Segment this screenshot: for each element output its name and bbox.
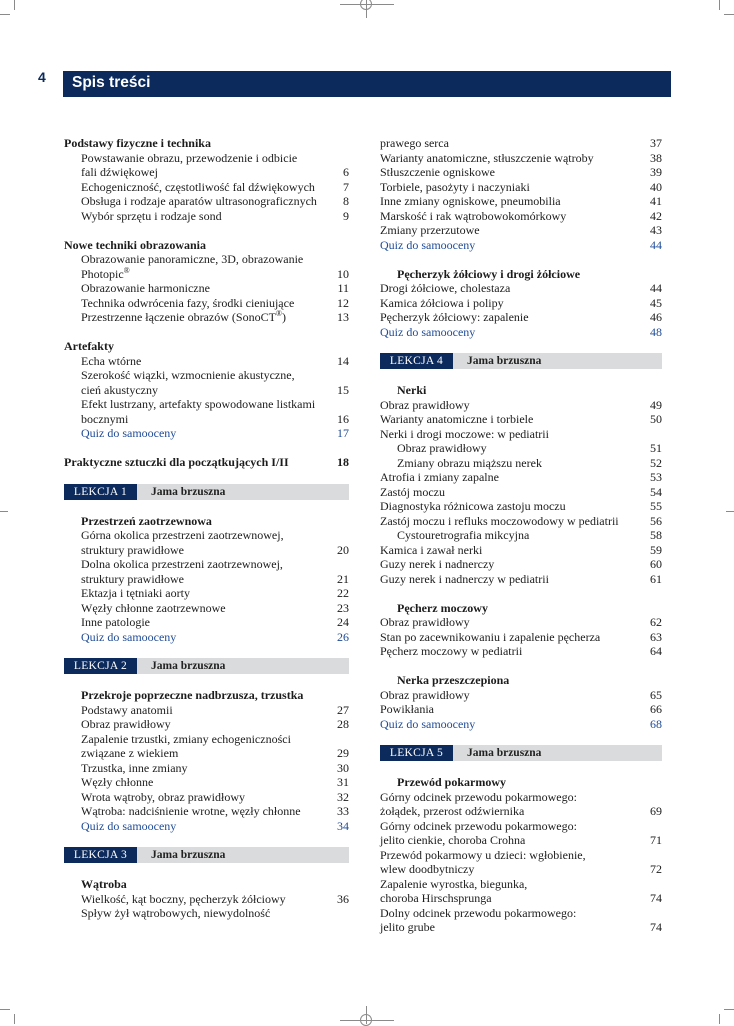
toc-entry-text: związane z wiekiem <box>81 746 179 760</box>
toc-entry-text: Obraz prawidłowy <box>380 615 470 629</box>
toc-page-number: 49 <box>650 397 662 412</box>
toc-entry <box>64 151 349 166</box>
lesson-bar <box>64 847 349 863</box>
toc-entry-text: Przekroje poprzeczne nadbrzusza, trzustka <box>81 688 304 702</box>
toc-entry-text: Inne patologie <box>81 615 150 629</box>
toc-entry <box>380 572 662 587</box>
toc-page-number: 22 <box>337 586 349 600</box>
toc-entry <box>380 441 662 456</box>
lesson-bar <box>380 353 662 369</box>
toc-entry <box>380 151 662 166</box>
toc-entry-text: Powikłania <box>380 702 434 716</box>
toc-entry-text: Quiz do samooceny <box>380 716 476 731</box>
toc-entry <box>64 368 349 383</box>
toc-entry-text: Quiz do samooceny <box>380 324 476 339</box>
toc-page-number: 69 <box>650 804 662 818</box>
toc-entry <box>64 572 349 587</box>
toc-entry-text: Artefakty <box>64 339 114 353</box>
toc-entry <box>64 180 349 195</box>
toc-entry-text: Wątroba <box>81 877 127 891</box>
toc-entry-text: Inne zmiany ogniskowe, pneumobilia <box>380 194 561 208</box>
toc-entry-text: Górny odcinek przewodu pokarmowego: <box>380 818 577 833</box>
toc-entry-text: Zastój moczu <box>380 484 445 499</box>
toc-entry <box>380 165 662 180</box>
toc-section-heading <box>64 514 349 529</box>
toc-entry <box>380 833 662 848</box>
lesson-badge: LEKCJA 3 <box>64 847 137 863</box>
toc-entry-text: Spływ żył wątrobowych, niewydolność <box>81 906 271 920</box>
toc-entry-text: Pęcherz moczowy <box>397 600 488 615</box>
toc-entry <box>64 252 349 267</box>
toc-right-column <box>380 136 662 935</box>
registration-circle-icon <box>360 0 372 10</box>
toc-entry-text: Quiz do samooceny <box>81 426 177 440</box>
toc-section-heading <box>64 877 349 892</box>
lesson-title: Jama brzuszna <box>151 849 226 861</box>
toc-entry-text: Obraz prawidłowy <box>380 397 470 412</box>
toc-page-number: 60 <box>650 557 662 571</box>
toc-entry-text: Kamica i zawał nerki <box>380 542 483 557</box>
toc-entry <box>380 877 662 892</box>
crop-mark <box>0 14 10 15</box>
toc-entry <box>64 703 349 718</box>
toc-entry-text: jelito cienkie, choroba Crohna <box>380 833 526 847</box>
toc-entry <box>380 528 662 543</box>
toc-page-number: 18 <box>337 455 349 469</box>
toc-entry-text: Stłuszczenie ogniskowe <box>380 165 495 179</box>
toc-entry-text: Warianty anatomiczne i torbiele <box>380 412 534 426</box>
toc-entry <box>380 630 662 645</box>
toc-page-number: 27 <box>337 702 349 717</box>
toc-entry <box>64 906 349 921</box>
toc-entry-text: Guzy nerek i nadnerczy w pediatrii <box>380 571 549 586</box>
toc-entry-text: Zapalenie trzustki, zmiany echogeniczności <box>81 731 291 746</box>
toc-entry <box>380 136 662 151</box>
crop-mark <box>0 511 8 512</box>
toc-entry-text: Photopic <box>81 266 124 281</box>
toc-entry <box>64 209 349 224</box>
toc-entry <box>64 790 349 805</box>
toc-entry-text: Podstawy fizyczne i technika <box>64 136 211 150</box>
lesson-title: Jama brzuszna <box>151 660 226 672</box>
toc-entry-text: fali dźwiękowej <box>81 165 158 179</box>
toc-page-number: 59 <box>650 542 662 557</box>
toc-page-number: 65 <box>650 687 662 702</box>
toc-page-number: 13 <box>337 310 349 324</box>
toc-entry <box>64 310 349 325</box>
toc-page-number: 21 <box>337 571 349 586</box>
lesson-header <box>64 847 349 863</box>
toc-quiz-entry <box>64 630 349 645</box>
toc-entry <box>380 862 662 877</box>
toc-entry <box>380 848 662 863</box>
toc-entry-text: Pęcherz moczowy w pediatrii <box>380 644 523 658</box>
toc-page-number: 36 <box>337 891 349 906</box>
lesson-header <box>380 745 662 761</box>
toc-entry-text: Obraz prawidłowy <box>397 441 487 455</box>
toc-entry-text: Obsługa i rodzaje aparatów ultrasonograficznych <box>81 194 317 208</box>
toc-page-number: 68 <box>650 716 662 731</box>
toc-entry <box>380 281 662 296</box>
lesson-title: Jama brzuszna <box>467 355 542 367</box>
toc-page-number: 6 <box>343 165 349 179</box>
toc-section-heading <box>64 136 349 151</box>
toc-page-number: 28 <box>337 717 349 731</box>
toc-quiz-entry <box>380 717 662 732</box>
toc-entry-text: struktury prawidłowe <box>81 542 184 557</box>
toc-entry-text: Ektazja i tętniaki aorty <box>81 586 190 600</box>
toc-entry-text: Dolna okolica przestrzeni zaotrzewnowej, <box>81 557 283 571</box>
toc-entry <box>64 528 349 543</box>
toc-page-number: 61 <box>650 571 662 586</box>
toc-entry <box>380 310 662 325</box>
toc-entry-text: Wybór sprzętu i rodzaje sond <box>81 208 222 223</box>
toc-page-number: 63 <box>650 629 662 644</box>
toc-section-heading <box>64 238 349 253</box>
toc-entry <box>380 804 662 819</box>
lesson-header <box>64 658 349 674</box>
toc-page-number: 26 <box>337 629 349 644</box>
toc-entry <box>64 281 349 296</box>
toc-entry-text: Guzy nerek i nadnerczy <box>380 557 495 571</box>
registered-mark: ® <box>275 309 282 318</box>
toc-entry-text: Nowe techniki obrazowania <box>64 237 206 252</box>
toc-page-number: 53 <box>650 470 662 484</box>
toc-entry <box>64 804 349 819</box>
toc-entry-text: Szerokość wiązki, wzmocnienie akustyczne, <box>81 368 295 382</box>
toc-page-number: 40 <box>650 179 662 194</box>
toc-quiz-entry <box>380 325 662 340</box>
toc-entry <box>380 470 662 485</box>
toc-page-number: 64 <box>650 644 662 658</box>
toc-entry-text: Pęcherzyk żółciowy i drogi żółciowe <box>397 266 581 281</box>
toc-section-heading <box>64 688 349 703</box>
toc-entry-text: Obrazowanie panoramiczne, 3D, obrazowanie <box>81 252 304 266</box>
toc-entry-text: Quiz do samooceny <box>380 237 476 252</box>
toc-page-number: 29 <box>337 746 349 760</box>
toc-entry <box>64 586 349 601</box>
toc-entry-text: Węzły chłonne <box>81 775 154 789</box>
toc-entry <box>380 920 662 935</box>
toc-entry-text: Wrota wątroby, obraz prawidłowy <box>81 789 246 804</box>
toc-page-number: 42 <box>650 208 662 223</box>
toc-entry-text: Technika odwrócenia fazy, środki cieniujące <box>81 295 295 310</box>
toc-entry-text: Marskość i rak wątrobowokomórkowy <box>380 208 567 223</box>
toc-entry <box>380 485 662 500</box>
toc-entry-text: Atrofia i zmiany zapalne <box>380 470 499 484</box>
toc-quiz-entry <box>64 819 349 834</box>
toc-entry-text: Węzły chłonne zaotrzewnowe <box>81 600 226 615</box>
toc-entry <box>380 296 662 311</box>
toc-quiz-entry <box>64 426 349 441</box>
crop-mark <box>14 1014 15 1024</box>
title-bar <box>63 71 671 97</box>
toc-entry <box>380 398 662 413</box>
toc-page-number: 44 <box>650 237 662 252</box>
toc-page-number: 14 <box>337 353 349 368</box>
toc-page-number: 37 <box>650 136 662 150</box>
toc-page-number: 44 <box>650 281 662 295</box>
toc-page-number: 20 <box>337 542 349 557</box>
toc-page-number: 66 <box>650 702 662 716</box>
toc-entry-text: Podstawy anatomii <box>81 702 173 717</box>
toc-section-heading <box>64 455 349 470</box>
lesson-bar <box>64 484 349 500</box>
toc-entry <box>64 615 349 630</box>
toc-entry-text: struktury prawidłowe <box>81 571 184 586</box>
toc-entry <box>380 906 662 921</box>
toc-page-number: 12 <box>337 295 349 310</box>
toc-entry-text: Praktyczne sztuczki dla początkujących I/II <box>64 455 289 469</box>
toc-entry-text: Warianty anatomiczne, stłuszczenie wątroby <box>380 150 594 165</box>
toc-page-number: 15 <box>337 382 349 397</box>
registered-mark: ® <box>123 265 130 275</box>
toc-page-number: 62 <box>650 615 662 629</box>
toc-entry <box>64 892 349 907</box>
toc-entry <box>380 557 662 572</box>
toc-page-number: 51 <box>650 441 662 455</box>
toc-entry <box>380 891 662 906</box>
toc-entry <box>64 761 349 776</box>
crop-mark <box>724 1009 734 1010</box>
toc-entry-text: Efekt lustrzany, artefakty spowodowane listkami <box>81 397 316 411</box>
toc-page-number: 38 <box>650 150 662 165</box>
toc-entry <box>380 688 662 703</box>
lesson-bar <box>64 658 349 674</box>
toc-page-number: 23 <box>337 600 349 615</box>
toc-entry <box>380 644 662 659</box>
lesson-header <box>380 353 662 369</box>
toc-page-number: 54 <box>650 484 662 499</box>
toc-page-number: 45 <box>650 295 662 310</box>
toc-entry-text: cień akustyczny <box>81 382 158 397</box>
toc-entry-text: Przestrzeń zaotrzewnowa <box>81 513 212 528</box>
toc-page-number: 9 <box>343 208 349 223</box>
toc-section-heading <box>380 601 662 616</box>
crop-mark <box>0 1009 10 1010</box>
page-number: 4 <box>38 69 46 85</box>
toc-entry <box>64 397 349 412</box>
toc-entry-text: Obraz prawidłowy <box>81 717 171 731</box>
toc-entry-text: Stan po zacewnikowaniu i zapalenie pęcherza <box>380 629 601 644</box>
toc-page-number: 55 <box>650 499 662 513</box>
toc-entry <box>64 165 349 180</box>
toc-page-number: 72 <box>650 862 662 876</box>
toc-entry-text: Zmiany przerzutowe <box>380 223 480 237</box>
toc-entry-text: Zmiany obrazu miąższu nerek <box>397 455 542 470</box>
toc-entry <box>64 194 349 209</box>
toc-page-number: 43 <box>650 223 662 237</box>
crop-mark <box>14 0 15 10</box>
toc-section-heading <box>380 775 662 790</box>
toc-page-number: 41 <box>650 194 662 208</box>
toc-entry <box>380 790 662 805</box>
toc-entry <box>380 209 662 224</box>
toc-entry <box>380 702 662 717</box>
toc-entry <box>64 717 349 732</box>
toc-page-number: 30 <box>337 760 349 775</box>
toc-section-heading <box>64 339 349 354</box>
toc-entry-text: Echa wtórne <box>81 353 142 368</box>
toc-entry <box>64 557 349 572</box>
toc-entry-text: Nerka przeszczepiona <box>397 673 510 687</box>
toc-entry-text: Diagnostyka różnicowa zastoju moczu <box>380 499 566 513</box>
toc-page-number: 7 <box>343 179 349 194</box>
toc-section-heading <box>380 267 662 282</box>
toc-entry-text-suffix: ) <box>282 310 286 324</box>
toc-section-heading <box>380 673 662 688</box>
toc-page-number: 11 <box>337 281 349 295</box>
toc-entry-text: Powstawanie obrazu, przewodzenie i odbicie <box>81 150 298 165</box>
toc-page-number: 58 <box>650 528 662 542</box>
toc-entry <box>64 412 349 427</box>
toc-entry <box>64 267 349 282</box>
toc-page-number: 34 <box>337 818 349 833</box>
toc-entry-text: bocznymi <box>81 411 129 426</box>
registration-circle-icon <box>360 1014 372 1026</box>
lesson-title: Jama brzuszna <box>467 747 542 759</box>
toc-entry-text: Wielkość, kąt boczny, pęcherzyk żółciowy <box>81 891 286 906</box>
toc-entry-text: Quiz do samooceny <box>81 818 177 833</box>
toc-entry <box>380 615 662 630</box>
toc-entry <box>64 775 349 790</box>
toc-page-number: 74 <box>650 891 662 905</box>
toc-entry-text: prawego serca <box>380 136 449 150</box>
toc-entry <box>64 601 349 616</box>
toc-page-number: 10 <box>337 266 349 281</box>
crop-mark <box>726 511 734 512</box>
lesson-badge: LEKCJA 1 <box>64 484 137 500</box>
toc-entry-text: choroba Hirschsprunga <box>380 891 492 905</box>
toc-entry <box>64 746 349 761</box>
toc-entry-text: Trzustka, inne zmiany <box>81 760 188 775</box>
toc-page-number: 74 <box>650 920 662 934</box>
toc-entry-text: Przewód pokarmowy u dzieci: wgłobienie, <box>380 847 586 862</box>
toc-entry-text: Drogi żółciowe, cholestaza <box>380 281 511 295</box>
toc-page-number: 50 <box>650 412 662 426</box>
toc-page-number: 32 <box>337 789 349 804</box>
toc-page-number: 8 <box>343 194 349 208</box>
toc-entry-text: Cystouretrografia mikcyjna <box>397 528 530 542</box>
toc-entry <box>64 383 349 398</box>
toc-page-number: 17 <box>337 426 349 440</box>
crop-mark <box>719 0 720 10</box>
toc-entry-text: Zapalenie wyrostka, biegunka, <box>380 876 528 891</box>
toc-entry <box>64 543 349 558</box>
lesson-badge: LEKCJA 4 <box>380 353 453 369</box>
toc-entry-text: Nerki i drogi moczowe: w pediatrii <box>380 426 549 441</box>
lesson-bar <box>380 745 662 761</box>
toc-entry <box>64 354 349 369</box>
toc-page-number: 16 <box>337 411 349 426</box>
toc-entry-text: Torbiele, pasożyty i naczyniaki <box>380 179 530 194</box>
page-title: Spis treści <box>72 74 151 91</box>
toc-entry-text: Przewód pokarmowy <box>397 775 506 789</box>
toc-entry-text: Wątroba: nadciśnienie wrotne, węzły chłonne <box>81 804 301 818</box>
toc-entry-text: Echogeniczność, częstotliwość fal dźwiękowych <box>81 179 315 194</box>
toc-entry-text: jelito grube <box>380 920 435 934</box>
toc-entry <box>380 819 662 834</box>
lesson-header <box>64 484 349 500</box>
toc-entry-text: Górny odcinek przewodu pokarmowego: <box>380 789 577 804</box>
toc-entry-text: Kamica żółciowa i polipy <box>380 295 504 310</box>
toc-page-number: 31 <box>337 775 349 789</box>
toc-page-number: 39 <box>650 165 662 179</box>
toc-entry-text: Górna okolica przestrzeni zaotrzewnowej, <box>81 528 284 542</box>
toc-entry <box>380 427 662 442</box>
toc-entry-text: Zastój moczu i refluks moczowodowy w pediatrii <box>380 513 619 528</box>
crop-mark <box>719 1014 720 1024</box>
toc-page-number: 71 <box>650 833 662 847</box>
toc-page-number: 24 <box>337 615 349 629</box>
toc-page-number: 48 <box>650 324 662 339</box>
toc-entry <box>380 180 662 195</box>
toc-quiz-entry <box>380 238 662 253</box>
toc-page-number: 56 <box>650 513 662 528</box>
toc-entry <box>380 194 662 209</box>
toc-entry <box>64 732 349 747</box>
toc-left-column <box>64 136 349 921</box>
toc-section-heading <box>380 383 662 398</box>
toc-entry-text: Nerki <box>397 383 427 397</box>
toc-entry-text: Obrazowanie harmoniczne <box>81 281 210 295</box>
toc-entry <box>64 296 349 311</box>
toc-entry <box>380 456 662 471</box>
lesson-badge: LEKCJA 2 <box>64 658 137 674</box>
toc-entry <box>380 514 662 529</box>
toc-entry <box>380 543 662 558</box>
toc-page-number: 52 <box>650 455 662 470</box>
toc-entry-text: Przestrzenne łączenie obrazów (SonoCT <box>81 310 276 324</box>
toc-entry-text: Quiz do samooceny <box>81 629 177 644</box>
toc-entry-text: żołądek, przerost odźwiernika <box>380 804 525 818</box>
toc-entry <box>380 223 662 238</box>
toc-entry <box>380 499 662 514</box>
toc-page-number: 46 <box>650 310 662 324</box>
toc-entry-text: Pęcherzyk żółciowy: zapalenie <box>380 310 529 324</box>
crop-mark <box>724 14 734 15</box>
lesson-badge: LEKCJA 5 <box>380 745 453 761</box>
toc-entry-text: Dolny odcinek przewodu pokarmowego: <box>380 905 577 920</box>
toc-entry <box>380 412 662 427</box>
lesson-title: Jama brzuszna <box>151 485 226 498</box>
toc-entry-text: wlew doodbytniczy <box>380 862 475 876</box>
toc-page-number: 33 <box>337 804 349 818</box>
toc-entry-text: Obraz prawidłowy <box>380 687 470 702</box>
